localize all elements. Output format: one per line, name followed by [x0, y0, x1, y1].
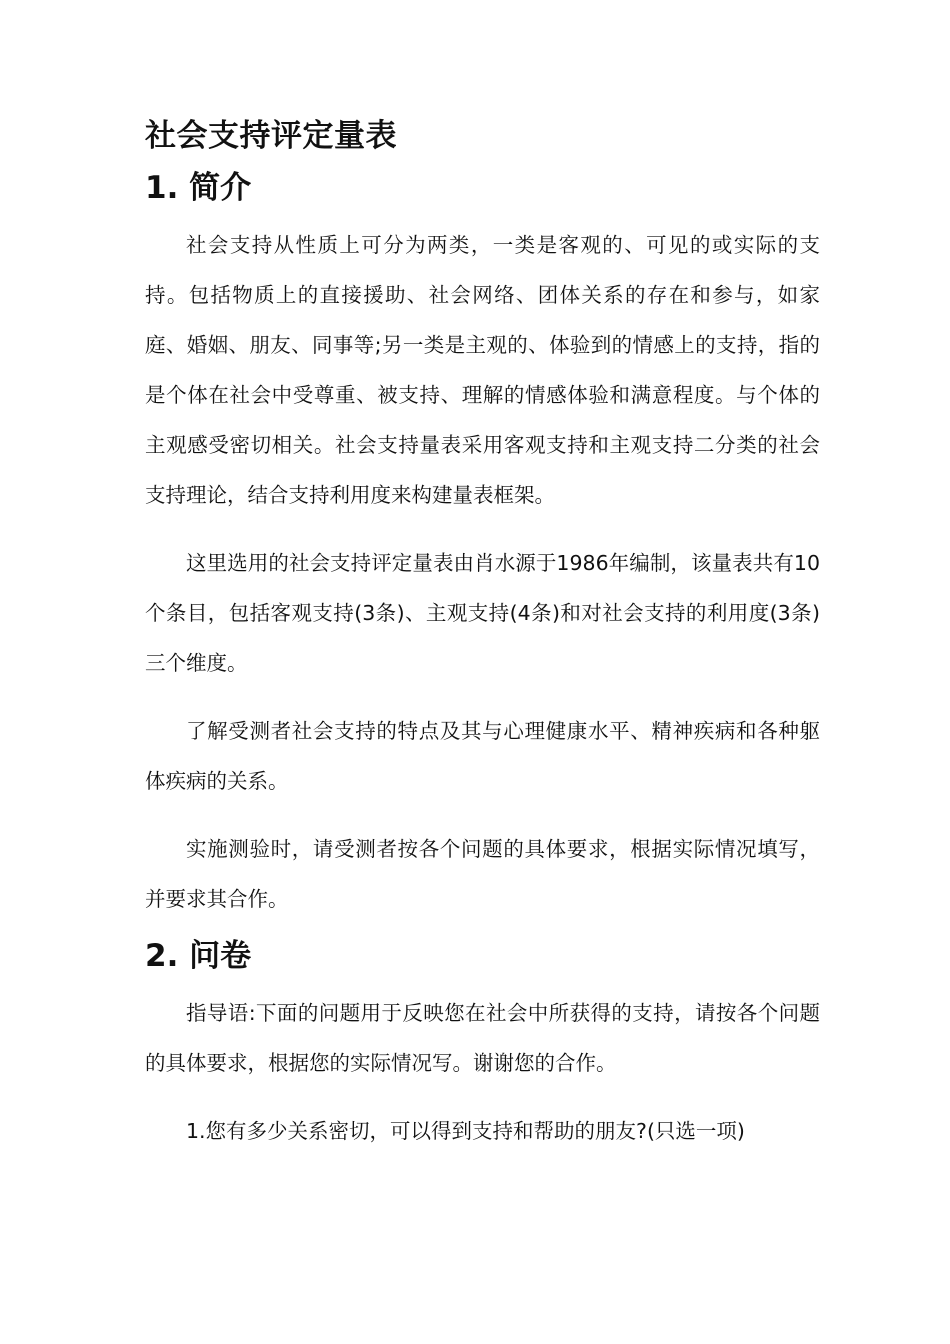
question-item-1: 1.您有多少关系密切，可以得到支持和帮助的朋友?(只选一项) — [186, 1119, 745, 1143]
intro-paragraph-4: 实施测验时，请受测者按各个问题的具体要求，根据实际情况填写，并要求其合作。 — [145, 837, 820, 911]
document-page — [145, 110, 820, 1156]
intro-paragraph-1: 社会支持从性质上可分为两类，一类是客观的、可见的或实际的支持。包括物质上的直接援助、社会网络、团体关系的存在和参与，如家庭、婚姻、朋友、同事等;另一类是主观的、体验到的情感上的支持，指的是个体在社会中受尊重、被支持、理解的情感体验和满意程度。与个体的主观感受密切相关。社会支持量表采用客观支持和主观支持二分类的社会支持理论，结合支持利用度来构建量表框架。 — [145, 233, 820, 507]
section-heading-intro: 1. 简介 — [145, 170, 252, 206]
section-heading-questionnaire: 2. 问卷 — [145, 938, 252, 974]
document-title: 社会支持评定量表 — [145, 118, 397, 154]
instruction-paragraph: 指导语:下面的问题用于反映您在社会中所获得的支持，请按各个问题的具体要求，根据您的实际情况写。谢谢您的合作。 — [145, 1001, 820, 1075]
intro-paragraph-3: 了解受测者社会支持的特点及其与心理健康水平、精神疾病和各种躯体疾病的关系。 — [145, 719, 820, 793]
intro-paragraph-2: 这里选用的社会支持评定量表由肖水源于1986年编制，该量表共有10个条目，包括客观支持(3条)、主观支持(4条)和对社会支持的利用度(3条)三个维度。 — [145, 551, 820, 675]
